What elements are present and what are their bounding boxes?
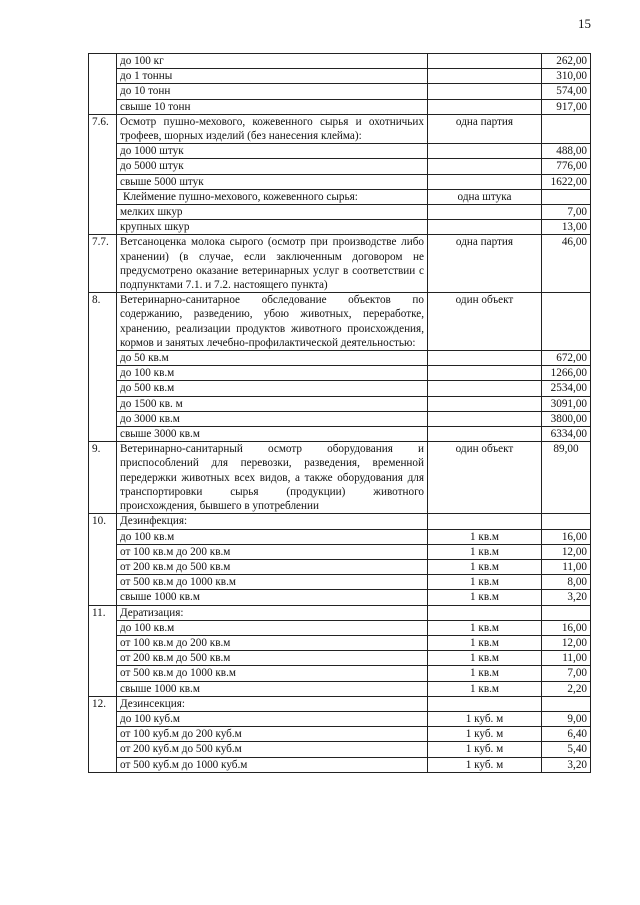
unit-of-measure <box>428 144 542 159</box>
item-description: Дезинфекция: <box>117 514 428 529</box>
unit-of-measure <box>428 696 542 711</box>
price-value: 16,00 <box>542 620 591 635</box>
price-value: 6334,00 <box>542 427 591 442</box>
unit-of-measure: 1 кв.м <box>428 651 542 666</box>
item-description: Ветеринарно-санитарный осмотр оборудования и приспособлений для перевозки, разведения, временной передержки животных всех видов, а также оборудования для транспортировки сырья (продукции) животного происхождения, бывшего в употреблении <box>117 442 428 514</box>
price-table <box>88 53 591 773</box>
table-row <box>89 727 591 742</box>
table-row <box>89 427 591 442</box>
unit-of-measure <box>428 174 542 189</box>
price-value: 776,00 <box>542 159 591 174</box>
item-description: до 1500 кв. м <box>117 396 428 411</box>
unit-of-measure <box>428 427 542 442</box>
price-value: 1622,00 <box>542 174 591 189</box>
item-number: 12. <box>89 696 117 772</box>
item-description: Дезинсекция: <box>117 696 428 711</box>
item-description: от 500 кв.м до 1000 кв.м <box>117 666 428 681</box>
price-value <box>542 514 591 529</box>
price-value: 672,00 <box>542 351 591 366</box>
price-value: 16,00 <box>542 529 591 544</box>
section-row <box>89 696 591 711</box>
item-description: до 100 кв.м <box>117 366 428 381</box>
unit-of-measure <box>428 54 542 69</box>
item-description: от 100 куб.м до 200 куб.м <box>117 727 428 742</box>
unit-of-measure <box>428 205 542 220</box>
price-value: 5,40 <box>542 742 591 757</box>
table-row <box>89 69 591 84</box>
table-row <box>89 411 591 426</box>
unit-of-measure: 1 кв.м <box>428 529 542 544</box>
unit-of-measure: 1 куб. м <box>428 727 542 742</box>
price-value: 3,20 <box>542 757 591 772</box>
unit-of-measure <box>428 381 542 396</box>
item-description: Дератизация: <box>117 605 428 620</box>
item-description: Клеймение пушно-мехового, кожевенного сырья: <box>117 189 428 204</box>
item-description: Осмотр пушно-мехового, кожевенного сырья и охотничьих трофеев, шорных изделий (без нанесения клейма): <box>117 114 428 143</box>
item-description: Ветеринарно-санитарное обследование объектов по содержанию, разведению, убою животных, переработке, хранению, реализации продуктов животного происхождения, кормов и занятых лечебно-профилактической деятельностью: <box>117 293 428 351</box>
table-row <box>89 711 591 726</box>
unit-of-measure: 1 кв.м <box>428 559 542 574</box>
unit-of-measure <box>428 69 542 84</box>
table-row <box>89 54 591 69</box>
item-description: до 100 кг <box>117 54 428 69</box>
item-description: до 5000 штук <box>117 159 428 174</box>
unit-of-measure: 1 кв.м <box>428 590 542 605</box>
price-value: 6,40 <box>542 727 591 742</box>
table-row <box>89 635 591 650</box>
price-value: 262,00 <box>542 54 591 69</box>
page-number: 15 <box>578 16 591 31</box>
item-description: до 100 куб.м <box>117 711 428 726</box>
item-number: 11. <box>89 605 117 696</box>
section-row <box>89 293 591 351</box>
item-number: 7.7. <box>89 235 117 293</box>
price-value: 3091,00 <box>542 396 591 411</box>
item-description: от 100 кв.м до 200 кв.м <box>117 635 428 650</box>
unit-of-measure: одна партия <box>428 114 542 143</box>
unit-of-measure: 1 куб. м <box>428 711 542 726</box>
item-description: до 50 кв.м <box>117 351 428 366</box>
table-row <box>89 189 591 204</box>
table-row <box>89 396 591 411</box>
price-value: 917,00 <box>542 99 591 114</box>
item-number: 10. <box>89 514 117 605</box>
unit-of-measure: 1 кв.м <box>428 681 542 696</box>
price-value <box>542 696 591 711</box>
section-row <box>89 514 591 529</box>
section-row <box>89 235 591 293</box>
item-number: 9. <box>89 442 117 514</box>
unit-of-measure <box>428 411 542 426</box>
price-value <box>542 293 591 351</box>
item-description: до 100 кв.м <box>117 529 428 544</box>
price-value: 89,00 <box>542 442 591 514</box>
item-description: до 1000 штук <box>117 144 428 159</box>
unit-of-measure: 1 кв.м <box>428 544 542 559</box>
unit-of-measure <box>428 84 542 99</box>
price-value: 12,00 <box>542 635 591 650</box>
table-row <box>89 590 591 605</box>
unit-of-measure: 1 кв.м <box>428 575 542 590</box>
price-value <box>542 114 591 143</box>
table-row <box>89 620 591 635</box>
price-value: 12,00 <box>542 544 591 559</box>
item-description: от 500 кв.м до 1000 кв.м <box>117 575 428 590</box>
price-value: 310,00 <box>542 69 591 84</box>
unit-of-measure <box>428 605 542 620</box>
table-row <box>89 144 591 159</box>
table-row <box>89 205 591 220</box>
unit-of-measure: 1 кв.м <box>428 635 542 650</box>
table-row <box>89 757 591 772</box>
price-value: 2,20 <box>542 681 591 696</box>
unit-of-measure: одна штука <box>428 189 542 204</box>
unit-of-measure: один объект <box>428 293 542 351</box>
item-description: свыше 10 тонн <box>117 99 428 114</box>
table-row <box>89 544 591 559</box>
unit-of-measure <box>428 514 542 529</box>
price-value: 13,00 <box>542 220 591 235</box>
unit-of-measure: один объект <box>428 442 542 514</box>
item-description: свыше 1000 кв.м <box>117 590 428 605</box>
unit-of-measure <box>428 220 542 235</box>
item-description: свыше 5000 штук <box>117 174 428 189</box>
price-value: 488,00 <box>542 144 591 159</box>
unit-of-measure: одна партия <box>428 235 542 293</box>
price-value <box>542 189 591 204</box>
unit-of-measure: 1 куб. м <box>428 757 542 772</box>
item-description: до 3000 кв.м <box>117 411 428 426</box>
unit-of-measure <box>428 366 542 381</box>
table-row <box>89 742 591 757</box>
item-description: свыше 3000 кв.м <box>117 427 428 442</box>
price-value: 9,00 <box>542 711 591 726</box>
table-row <box>89 220 591 235</box>
item-description: от 100 кв.м до 200 кв.м <box>117 544 428 559</box>
table-row <box>89 529 591 544</box>
table-row <box>89 575 591 590</box>
unit-of-measure <box>428 159 542 174</box>
item-description: от 200 кв.м до 500 кв.м <box>117 559 428 574</box>
section-row <box>89 442 591 514</box>
price-value: 7,00 <box>542 205 591 220</box>
item-number: 8. <box>89 293 117 442</box>
unit-of-measure <box>428 351 542 366</box>
table-row <box>89 159 591 174</box>
table-row <box>89 681 591 696</box>
price-value: 574,00 <box>542 84 591 99</box>
item-description: от 500 куб.м до 1000 куб.м <box>117 757 428 772</box>
table-row <box>89 351 591 366</box>
item-number: 7.6. <box>89 114 117 235</box>
price-value <box>542 605 591 620</box>
price-value: 8,00 <box>542 575 591 590</box>
unit-of-measure: 1 кв.м <box>428 666 542 681</box>
table-row <box>89 651 591 666</box>
price-value: 2534,00 <box>542 381 591 396</box>
item-description: от 200 кв.м до 500 кв.м <box>117 651 428 666</box>
unit-of-measure <box>428 99 542 114</box>
unit-of-measure <box>428 396 542 411</box>
item-description: до 10 тонн <box>117 84 428 99</box>
table-row <box>89 366 591 381</box>
table-row <box>89 99 591 114</box>
item-description: свыше 1000 кв.м <box>117 681 428 696</box>
price-value: 3800,00 <box>542 411 591 426</box>
item-description: от 200 куб.м до 500 куб.м <box>117 742 428 757</box>
table-row <box>89 84 591 99</box>
item-number <box>89 54 117 115</box>
unit-of-measure: 1 куб. м <box>428 742 542 757</box>
section-row <box>89 605 591 620</box>
price-value: 11,00 <box>542 559 591 574</box>
item-description: до 500 кв.м <box>117 381 428 396</box>
table-row <box>89 666 591 681</box>
price-value: 1266,00 <box>542 366 591 381</box>
table-row <box>89 381 591 396</box>
item-description: до 100 кв.м <box>117 620 428 635</box>
item-description: мелких шкур <box>117 205 428 220</box>
section-row <box>89 114 591 143</box>
item-description: Ветсаноценка молока сырого (осмотр при производстве либо хранении) (в случае, если заключенным договором не предусмотрено оказание ветеринарных услуг в соответствии с подпунктами 7.1. и 7.2. настоящего пункта) <box>117 235 428 293</box>
price-value: 11,00 <box>542 651 591 666</box>
item-description: крупных шкур <box>117 220 428 235</box>
price-table-body <box>89 54 591 773</box>
price-value: 7,00 <box>542 666 591 681</box>
unit-of-measure: 1 кв.м <box>428 620 542 635</box>
table-row <box>89 174 591 189</box>
table-row <box>89 559 591 574</box>
price-value: 3,20 <box>542 590 591 605</box>
item-description: до 1 тонны <box>117 69 428 84</box>
price-value: 46,00 <box>542 235 591 293</box>
